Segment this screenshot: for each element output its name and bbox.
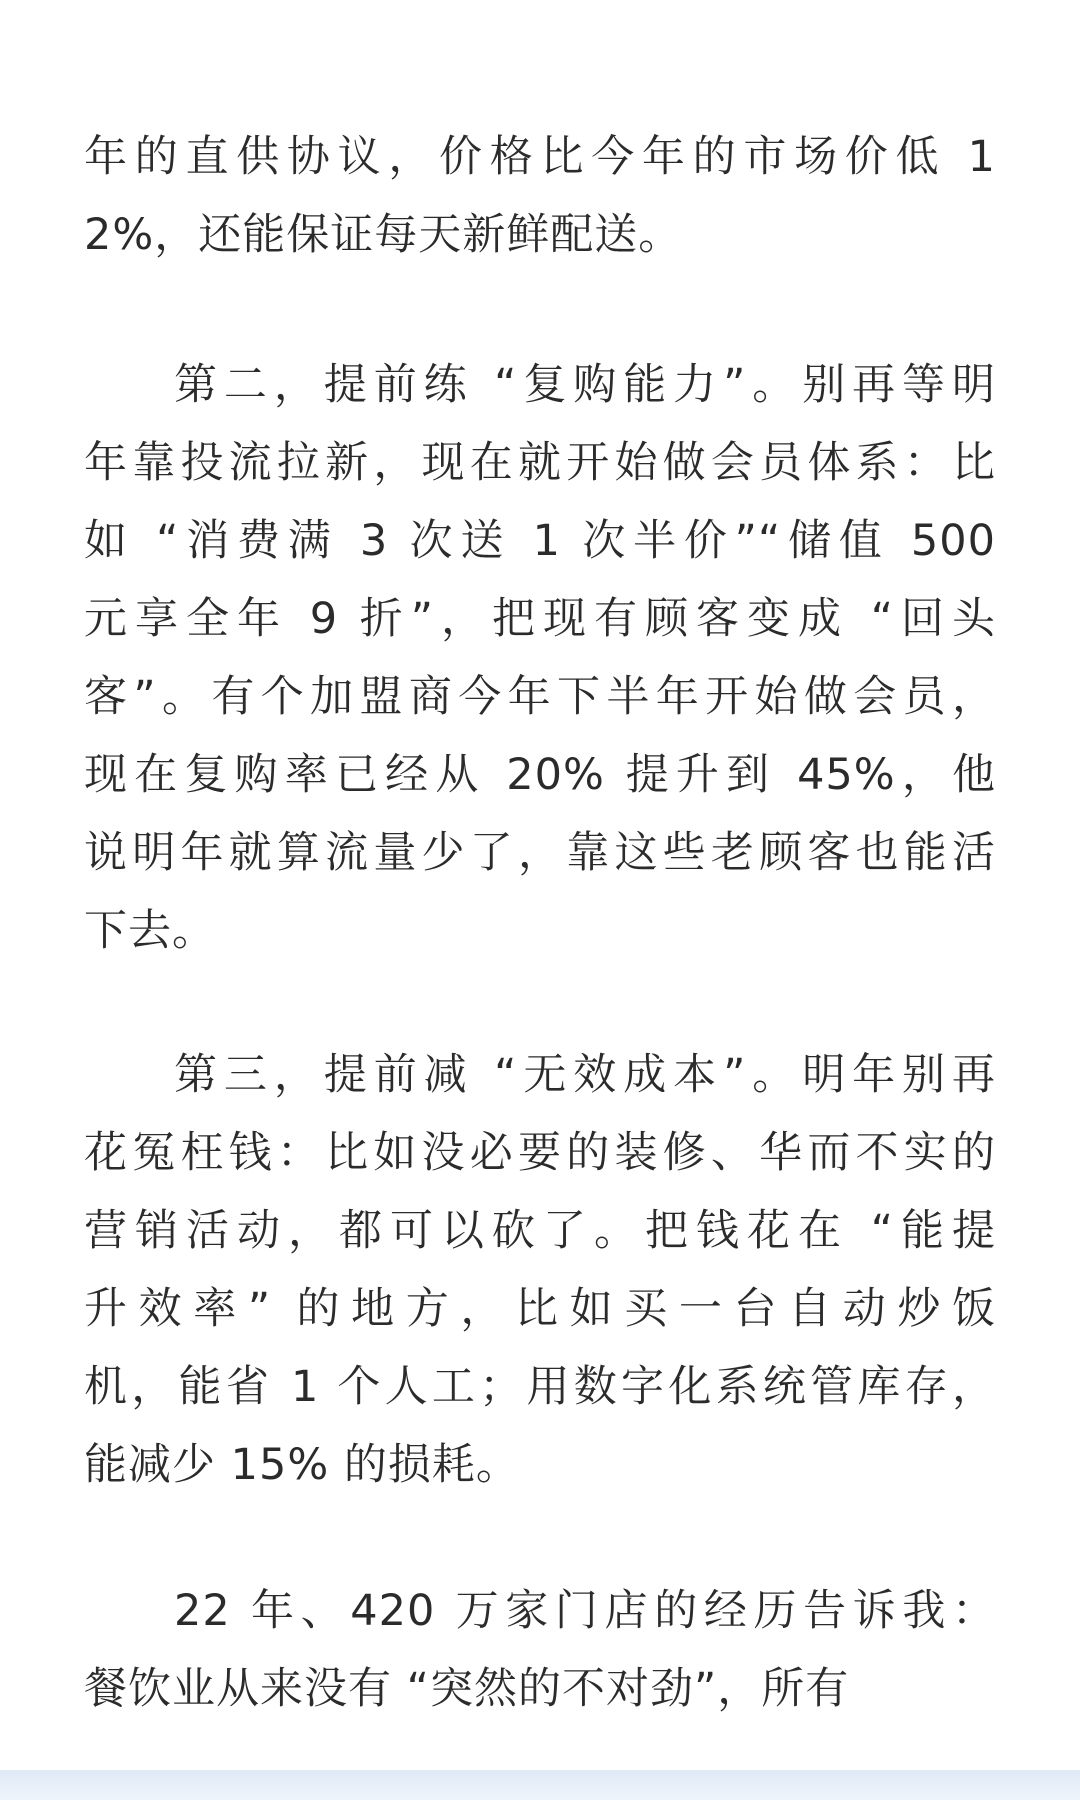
text-line: 22 年、420 万家门店的经历告诉我： [174,1586,996,1636]
paragraph-1 [84,118,996,274]
paragraph-4 [84,1572,996,1728]
text-line: 第三，提前减 “无效成本”。明年别再 [174,1050,996,1100]
text-line: 下去。 [84,906,216,956]
text-line: 年靠投流拉新，现在就开始做会员体系：比 [84,438,996,488]
text-line: 2%，还能保证每天新鲜配送。 [84,210,683,260]
text-line: 营销活动，都可以砍了。把钱花在 “能提 [84,1206,996,1256]
text-line: 元享全年 9 折”，把现有顾客变成 “回头 [84,594,996,644]
text-line: 机，能省 1 个人工；用数字化系统管库存， [84,1362,996,1412]
text-line: 现在复购率已经从 20% 提升到 45%，他 [84,750,996,800]
text-line: 能减少 15% 的损耗。 [84,1440,520,1490]
text-line: 餐饮业从来没有 “突然的不对劲”，所有 [84,1664,850,1714]
text-line: 花冤枉钱：比如没必要的装修、华而不实的 [84,1128,996,1178]
text-line: 说明年就算流量少了，靠这些老顾客也能活 [84,828,996,878]
text-line: 第二，提前练 “复购能力”。别再等明 [174,360,996,410]
bottom-panel-edge [0,1770,1080,1800]
paragraph-2 [84,346,996,970]
bottom-panel-fill [0,1770,1080,1800]
text-line: 年的直供协议，价格比今年的市场价低 1 [84,132,996,182]
text-line: 升效率” 的地方，比如买一台自动炒饭 [84,1284,996,1334]
text-line: 客”。有个加盟商今年下半年开始做会员， [84,672,996,722]
text-line: 如 “消费满 3 次送 1 次半价”“储值 500 [84,516,996,566]
paragraph-3 [84,1036,996,1504]
